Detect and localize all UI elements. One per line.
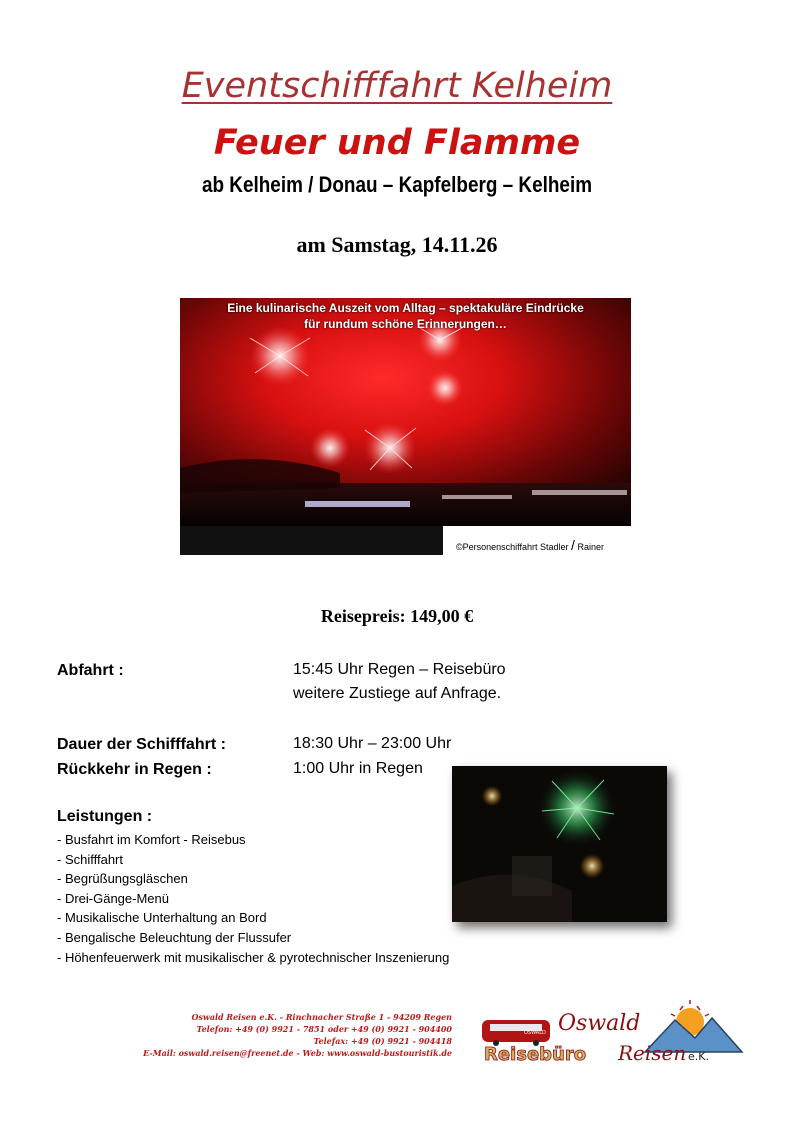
logo-ek: e.K. bbox=[688, 1050, 709, 1063]
contact-address: Oswald Reisen e.K. - Rinchnacher Straße 1 - 94209 Regen bbox=[191, 1012, 452, 1022]
fireworks-photo-red bbox=[180, 298, 631, 526]
photo-credit-author: Rainer bbox=[577, 542, 604, 552]
photo-shadow-strip bbox=[180, 526, 443, 555]
logo-reisen: Reisen bbox=[618, 1041, 687, 1065]
departure-note: weitere Zustiege auf Anfrage. bbox=[293, 685, 502, 702]
photo-caption-line1: Eine kulinarische Auszeit vom Alltag – spektakuläre Eindrücke bbox=[227, 301, 584, 315]
route-line: ab Kelheim / Donau – Kapfelberg – Kelheim bbox=[201, 172, 593, 197]
duration-value: 18:30 Uhr – 23:00 Uhr bbox=[293, 735, 452, 752]
logo-reisebuero: Reisebüro bbox=[484, 1044, 587, 1065]
duration-label: Dauer der Schifffahrt : bbox=[57, 736, 226, 753]
company-logo bbox=[480, 1000, 750, 1070]
contact-email-web: E-Mail: oswald.reisen@freenet.de - Web: www.oswald-bustouristik.de bbox=[143, 1048, 452, 1058]
fireworks-photo-green bbox=[452, 766, 667, 922]
departure-value bbox=[293, 658, 506, 706]
photo-caption-line2: für rundum schöne Erinnerungen… bbox=[304, 317, 507, 331]
list-item: - Bengalische Beleuchtung der Flussufer bbox=[57, 929, 292, 945]
list-item: - Drei-Gänge-Menü bbox=[57, 890, 169, 906]
document-title: Eventschifffahrt Kelheim bbox=[181, 66, 613, 106]
list-item: - Höhenfeuerwerk mit musikalischer & pyrotechnischer Inszenierung bbox=[57, 949, 450, 965]
list-item: - Musikalische Unterhaltung an Bord bbox=[57, 910, 267, 926]
return-label: Rückkehr in Regen : bbox=[57, 761, 212, 778]
contact-phone: Telefon: +49 (0) 9921 - 7851 oder +49 (0) 9921 - 904400 bbox=[196, 1024, 452, 1034]
bus-label: OSWALD bbox=[524, 1030, 546, 1036]
photo-caption bbox=[180, 300, 631, 332]
logo-oswald: Oswald bbox=[558, 1011, 641, 1036]
photo-credit bbox=[456, 537, 604, 553]
photo-credit-slash: / bbox=[571, 537, 575, 553]
photo-credit-source: ©Personenschiffahrt Stadler bbox=[456, 542, 569, 552]
list-item: - Begrüßungsgläschen bbox=[57, 871, 188, 887]
company-contact bbox=[110, 1011, 452, 1059]
event-date: am Samstag, 14.11.26 bbox=[296, 232, 498, 257]
list-item: - Schifffahrt bbox=[57, 851, 123, 867]
departure-time: 15:45 Uhr Regen – Reisebüro bbox=[293, 661, 506, 678]
departure-label: Abfahrt : bbox=[57, 662, 124, 679]
return-value: 1:00 Uhr in Regen bbox=[293, 760, 423, 777]
contact-fax: Telefax: +49 (0) 9921 - 904418 bbox=[313, 1036, 452, 1046]
services-list bbox=[57, 830, 449, 967]
document-subtitle: Feuer und Flamme bbox=[213, 123, 581, 163]
travel-price: Reisepreis: 149,00 € bbox=[320, 606, 474, 626]
services-heading: Leistungen : bbox=[57, 808, 153, 825]
list-item: - Busfahrt im Komfort - Reisebus bbox=[57, 832, 246, 847]
